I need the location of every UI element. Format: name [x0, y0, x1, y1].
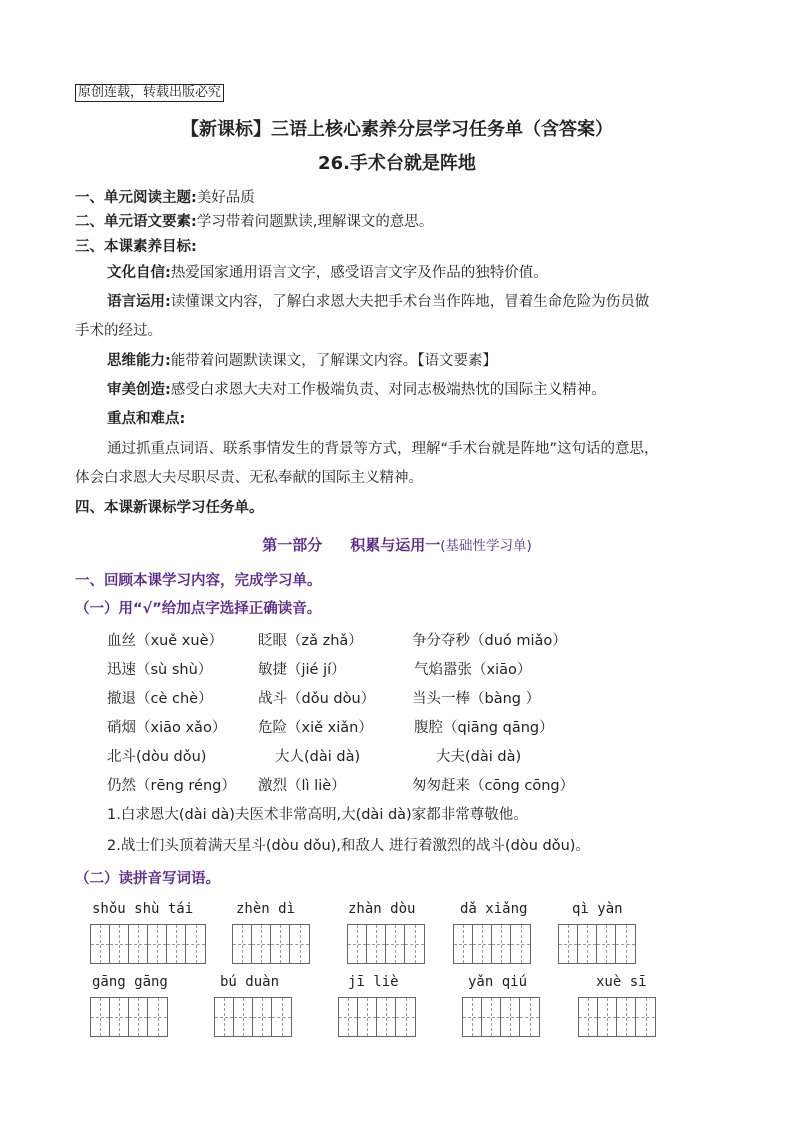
sentence-2: 2.战士们头顶着满天星斗(dòu dǒu),和敌人 进行着激烈的战斗(dòu dǒu)。: [107, 838, 590, 854]
choice-item: 争分夺秒（duó miǎo）: [412, 633, 567, 649]
section-3: 三、本课素养目标:: [75, 239, 197, 255]
writing-grid[interactable]: [347, 924, 425, 964]
goal-language: 语言运用:读懂课文内容，了解白求恩大夫把手术台当作阵地，冒着生命危险为伤员做: [107, 294, 650, 310]
choice-item: 大夫(dài dà): [436, 749, 522, 765]
pinyin-label: shǒu shù tái: [92, 901, 194, 917]
choice-item: 大人(dài dà): [275, 749, 361, 765]
pinyin-label: qì yàn: [572, 901, 623, 917]
choice-item: 匆匆赶来（cōng cōng）: [412, 778, 575, 794]
writing-grid[interactable]: [462, 997, 540, 1037]
writing-grid[interactable]: [232, 924, 310, 964]
copyright-notice: 原创连载，转载出版必究: [75, 84, 224, 102]
choice-item: 北斗(dòu dǒu): [107, 749, 207, 765]
choice-item: 战斗（dǒu dòu）: [258, 691, 376, 707]
choice-item: 硝烟（xiāo xǎo）: [107, 720, 227, 736]
pinyin-label: xuè sī: [596, 974, 647, 990]
lesson-title: 26.手术台就是阵地: [318, 153, 476, 174]
writing-grid[interactable]: [90, 997, 168, 1037]
pinyin-label: zhàn dòu: [348, 901, 416, 917]
choice-item: 迅速（sù shù）: [107, 662, 213, 678]
pinyin-label: dǎ xiǎng: [460, 901, 528, 917]
part-1-heading: 第一部分 积累与运用一(基础性学习单): [262, 536, 532, 554]
choice-item: 腹腔（qiāng qāng）: [414, 720, 554, 736]
pinyin-label: yǎn qiú: [468, 974, 528, 990]
pinyin-label: gāng gāng: [92, 974, 168, 990]
pinyin-label: bú duàn: [220, 974, 280, 990]
writing-grid[interactable]: [578, 997, 656, 1037]
question-2: （二）读拼音写词语。: [75, 871, 220, 887]
writing-grid[interactable]: [558, 924, 636, 964]
task-1: 一、回顾本课学习内容，完成学习单。: [75, 573, 322, 589]
choice-item: 气焰嚣张（xiāo）: [414, 662, 532, 678]
goal-language-cont: 手术的经过。: [75, 323, 162, 339]
writing-grid[interactable]: [338, 997, 416, 1037]
choice-item: 敏捷（jié jí）: [258, 662, 346, 678]
choice-item: 撤退（cè chè）: [107, 691, 213, 707]
pinyin-label: zhèn dì: [236, 901, 296, 917]
section-2: 二、单元语文要素:学习带着问题默读,理解课文的意思。: [75, 214, 434, 230]
choice-item: 眨眼（zǎ zhǎ）: [258, 633, 363, 649]
key-points-label: 重点和难点:: [107, 411, 186, 427]
writing-grid[interactable]: [90, 924, 206, 964]
sentence-1: 1.白求恩大(dài dà)夫医术非常高明,大(dài dà)家都非常尊敬他。: [107, 807, 528, 823]
goal-thinking: 思维能力:能带着问题默读课文，了解课文内容。【语文要素】: [107, 353, 498, 369]
page-title: 【新课标】三语上核心素养分层学习任务单（含答案）: [181, 119, 613, 140]
choice-item: 危险（xiě xiǎn）: [258, 720, 373, 736]
section-4: 四、本课新课标学习任务单。: [75, 500, 264, 516]
choice-item: 血丝（xuě xuè）: [107, 633, 223, 649]
choice-item: 激烈（lì liè）: [258, 778, 346, 794]
key-points-text: 通过抓重点词语、联系事情发生的背景等方式，理解“手术台就是阵地”这句话的意思，: [107, 441, 659, 457]
choice-item: 当头一棒（bàng ）: [412, 691, 541, 707]
pinyin-label: jī liè: [348, 974, 399, 990]
question-1: （一）用“√”给加点字选择正确读音。: [75, 601, 322, 617]
section-1: 一、单元阅读主题:美好品质: [75, 190, 255, 206]
key-points-text-cont: 体会白求恩大夫尽职尽责、无私奉献的国际主义精神。: [75, 470, 423, 486]
goal-aesthetic: 审美创造:感受白求恩大夫对工作极端负责、对同志极端热忱的国际主义精神。: [107, 382, 606, 398]
writing-grid[interactable]: [453, 924, 531, 964]
choice-item: 仍然（rēng réng）: [107, 778, 236, 794]
writing-grid[interactable]: [214, 997, 292, 1037]
goal-culture: 文化自信:热爱国家通用语言文字，感受语言文字及作品的独特价值。: [107, 265, 548, 281]
